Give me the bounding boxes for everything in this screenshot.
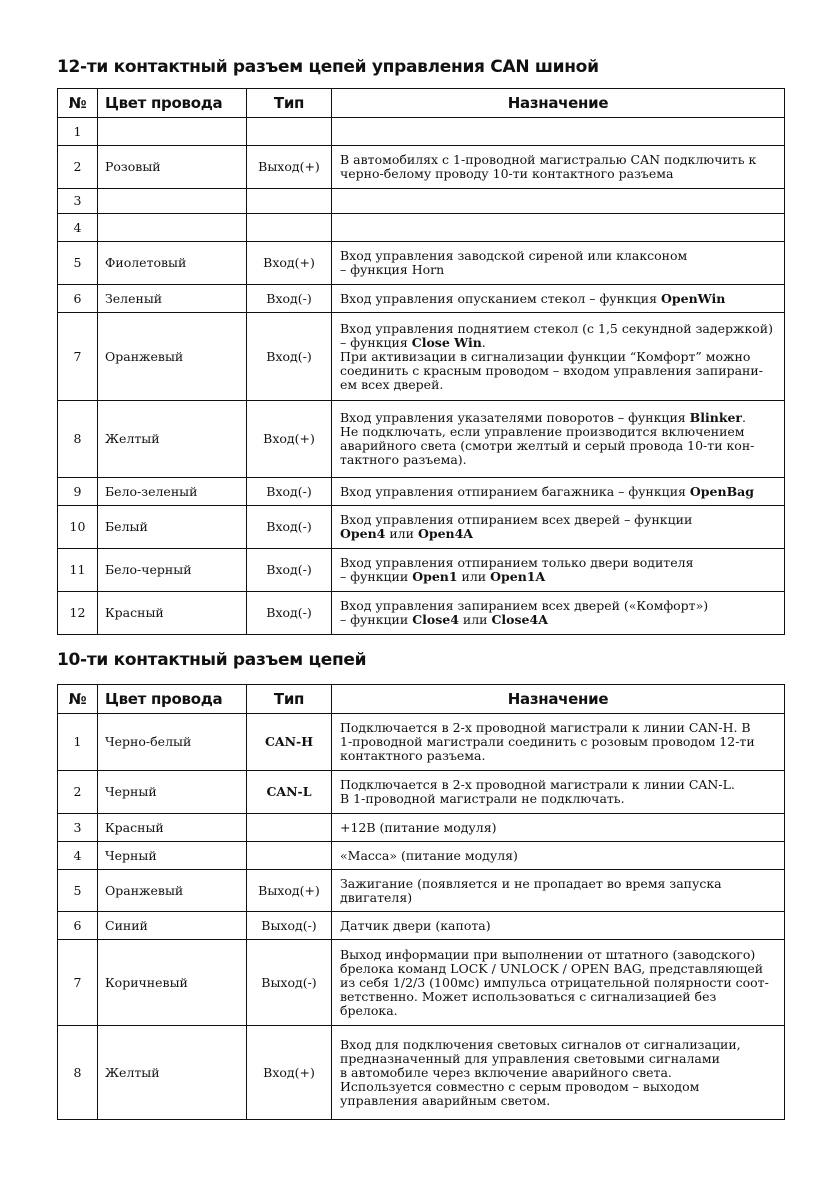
function-name: Close4A — [491, 612, 548, 627]
header-type: Тип — [247, 89, 332, 118]
cell-purpose — [332, 285, 785, 313]
purpose-text: Вход управления отпиранием багажника – функция — [340, 483, 690, 499]
cell-purpose: «Масса» (питание модуля) — [332, 842, 785, 870]
cell-purpose — [332, 549, 785, 592]
cell-color: Зеленый — [98, 285, 247, 313]
cell-purpose: +12В (питание модуля) — [332, 814, 785, 842]
purpose-line: Вход управления отпиранием только двери водителя — [340, 555, 694, 570]
cell-type — [247, 118, 332, 146]
table-row — [58, 549, 785, 592]
header-type: Тип — [247, 685, 332, 714]
purpose-text: или — [457, 569, 491, 584]
section-title-10-pin: 10-ти контактный разъем цепей — [57, 650, 367, 670]
function-name: OpenBag — [689, 483, 754, 499]
cell-type — [247, 214, 332, 242]
table-row — [58, 771, 785, 814]
cell-color: Бело-черный — [98, 549, 247, 592]
function-name: Open4A — [417, 526, 474, 541]
function-name: Open1A — [490, 569, 546, 584]
cell-color: Оранжевый — [98, 313, 247, 401]
cell-num: 3 — [58, 814, 98, 842]
cell-purpose — [332, 401, 785, 478]
cell-purpose — [332, 771, 785, 814]
cell-num: 11 — [58, 549, 98, 592]
purpose-text: – функция — [340, 334, 412, 350]
cell-type: Вход(-) — [247, 285, 332, 313]
cell-color: Желтый — [98, 401, 247, 478]
cell-color: Черный — [98, 842, 247, 870]
table-row — [58, 842, 785, 870]
purpose-line: Выход информации при выполнении от штатного (заводского) — [340, 946, 756, 962]
purpose-line: Вход управления запиранием всех дверей («Комфорт») — [340, 598, 709, 613]
section-title-12-pin: 12-ти контактный разъем цепей управления CAN шиной — [57, 57, 599, 77]
cell-color: Розовый — [98, 146, 247, 189]
purpose-text: или — [458, 612, 492, 627]
table-row — [58, 214, 785, 242]
cell-type: Вход(-) — [247, 592, 332, 635]
cell-purpose — [332, 940, 785, 1026]
cell-purpose — [332, 1026, 785, 1120]
cell-purpose — [332, 242, 785, 285]
function-name: Open1 — [412, 569, 458, 584]
cell-type: Вход(+) — [247, 242, 332, 285]
cell-color: Белый — [98, 506, 247, 549]
cell-num: 1 — [58, 714, 98, 771]
purpose-line: 1-проводной магистрали соединить с розовым проводом 12-ти — [340, 734, 755, 749]
purpose-line: Подключается в 2-х проводной магистрали к линии CAN-L. — [340, 777, 735, 792]
cell-color: Желтый — [98, 1026, 247, 1120]
cell-purpose — [332, 146, 785, 189]
cell-color: Оранжевый — [98, 870, 247, 912]
cell-purpose — [332, 118, 785, 146]
cell-purpose — [332, 478, 785, 506]
cell-purpose — [332, 506, 785, 549]
purpose-line: Вход для подключения световых сигналов от сигнализации, — [340, 1036, 741, 1052]
cell-type — [247, 814, 332, 842]
purpose-line: Вход управления заводской сиреной или клаксоном — [340, 248, 688, 263]
table-10-pin-connector — [57, 684, 785, 1120]
header-purpose: Назначение — [332, 89, 785, 118]
purpose-line: В 1-проводной магистрали не подключать. — [340, 791, 625, 806]
purpose-line: Не подключать, если управление производится включением — [340, 424, 745, 439]
table-row — [58, 146, 785, 189]
cell-num: 1 — [58, 118, 98, 146]
purpose-line: аварийного света (смотри желтый и серый провода 10-ти кон- — [340, 438, 755, 453]
function-name: Open4 — [340, 526, 386, 541]
purpose-line: При активизации в сигнализации функции “Комфорт” можно — [340, 348, 751, 364]
function-name: OpenWin — [661, 290, 726, 306]
table-row — [58, 912, 785, 940]
purpose-text: Вход управления указателями поворотов – функция — [340, 410, 690, 425]
purpose-text: – функции — [340, 569, 413, 584]
header-wire-color: Цвет провода — [98, 685, 247, 714]
function-name: Close Win — [411, 334, 482, 350]
function-name: Close4 — [412, 612, 459, 627]
cell-num: 12 — [58, 592, 98, 635]
cell-color: Фиолетовый — [98, 242, 247, 285]
table-row — [58, 189, 785, 214]
cell-type: Выход(-) — [247, 940, 332, 1026]
cell-num: 3 — [58, 189, 98, 214]
cell-num: 10 — [58, 506, 98, 549]
cell-num: 2 — [58, 146, 98, 189]
cell-num: 4 — [58, 842, 98, 870]
cell-color: Черный — [98, 771, 247, 814]
cell-type: Выход(+) — [247, 146, 332, 189]
cell-type: Вход(-) — [247, 506, 332, 549]
cell-num: 5 — [58, 870, 98, 912]
cell-color — [98, 189, 247, 214]
header-purpose: Назначение — [332, 685, 785, 714]
cell-type: Вход(+) — [247, 1026, 332, 1120]
purpose-line: ветственно. Может использоваться с сигнализацией без брелока. — [340, 988, 717, 1018]
cell-purpose — [332, 214, 785, 242]
header-wire-color: Цвет провода — [98, 89, 247, 118]
table-row — [58, 242, 785, 285]
cell-purpose: Датчик двери (капота) — [332, 912, 785, 940]
cell-color: Красный — [98, 814, 247, 842]
purpose-line: Вход управления поднятием стекол (с 1,5 секундной задержкой) — [340, 320, 774, 336]
table-row — [58, 714, 785, 771]
cell-color — [98, 118, 247, 146]
table-row — [58, 313, 785, 401]
purpose-line: Зажигание (появляется и не пропадает во время запуска — [340, 875, 722, 891]
table-row — [58, 478, 785, 506]
cell-num: 5 — [58, 242, 98, 285]
cell-num: 2 — [58, 771, 98, 814]
table-row — [58, 285, 785, 313]
table-row — [58, 870, 785, 912]
header-num: № — [58, 685, 98, 714]
table-row — [58, 814, 785, 842]
cell-purpose — [332, 592, 785, 635]
purpose-line: предназначенный для управления световыми сигналами — [340, 1050, 720, 1066]
cell-num: 8 — [58, 1026, 98, 1120]
table-row — [58, 592, 785, 635]
function-name: Blinker — [689, 410, 743, 425]
purpose-text: . — [742, 410, 747, 425]
purpose-line: управления аварийным светом. — [340, 1092, 551, 1108]
purpose-line: тактного разъема). — [340, 452, 467, 467]
cell-purpose — [332, 714, 785, 771]
cell-color — [98, 214, 247, 242]
cell-type: Выход(-) — [247, 912, 332, 940]
cell-color: Бело-зеленый — [98, 478, 247, 506]
cell-purpose — [332, 189, 785, 214]
purpose-line: двигателя) — [340, 889, 413, 905]
table-row — [58, 506, 785, 549]
cell-purpose — [332, 313, 785, 401]
table-12-pin-connector — [57, 88, 785, 635]
cell-color: Синий — [98, 912, 247, 940]
purpose-text: или — [385, 526, 418, 541]
cell-num: 6 — [58, 912, 98, 940]
table-header-row — [58, 685, 785, 714]
purpose-line: из себя 1/2/3 (100мс) импульса отрицательной полярности соот- — [340, 974, 769, 990]
table-row — [58, 401, 785, 478]
purpose-line: контактного разъема. — [340, 748, 486, 763]
cell-type: Вход(-) — [247, 478, 332, 506]
purpose-line: Используется совместно с серым проводом – выходом — [340, 1078, 700, 1094]
purpose-text: . — [481, 334, 486, 350]
header-num: № — [58, 89, 98, 118]
table-row — [58, 1026, 785, 1120]
purpose-line: – функция Horn — [340, 262, 445, 277]
cell-type — [247, 189, 332, 214]
cell-type: CAN-L — [247, 771, 332, 814]
purpose-line: Подключается в 2-х проводной магистрали к линии CAN-H. В — [340, 720, 751, 735]
cell-color: Красный — [98, 592, 247, 635]
table-row — [58, 118, 785, 146]
cell-type: Вход(-) — [247, 549, 332, 592]
cell-num: 7 — [58, 940, 98, 1026]
cell-num: 9 — [58, 478, 98, 506]
cell-type: Вход(-) — [247, 313, 332, 401]
cell-type: CAN-H — [247, 714, 332, 771]
cell-num: 8 — [58, 401, 98, 478]
cell-type — [247, 842, 332, 870]
cell-purpose — [332, 870, 785, 912]
purpose-line: ем всех дверей. — [340, 376, 444, 392]
table-row — [58, 940, 785, 1026]
purpose-line: черно-белому проводу 10-ти контактного разъема — [340, 166, 674, 181]
cell-num: 6 — [58, 285, 98, 313]
cell-type: Выход(+) — [247, 870, 332, 912]
cell-color: Коричневый — [98, 940, 247, 1026]
purpose-line: Вход управления отпиранием всех дверей – функции — [340, 512, 693, 527]
purpose-line: В автомобилях с 1-проводной магистралью CAN подключить к — [340, 152, 757, 167]
purpose-text: – функции — [340, 612, 413, 627]
table-header-row — [58, 89, 785, 118]
purpose-line: в автомобиле через включение аварийного света. — [340, 1064, 672, 1080]
cell-color: Черно-белый — [98, 714, 247, 771]
cell-type: Вход(+) — [247, 401, 332, 478]
purpose-text: Вход управления опусканием стекол – функция — [340, 290, 662, 306]
purpose-line: брелока команд LOCK / UNLOCK / OPEN BAG, представляющей — [340, 960, 764, 976]
cell-num: 7 — [58, 313, 98, 401]
purpose-line: соединить с красным проводом – входом управления запирани- — [340, 362, 763, 378]
cell-num: 4 — [58, 214, 98, 242]
